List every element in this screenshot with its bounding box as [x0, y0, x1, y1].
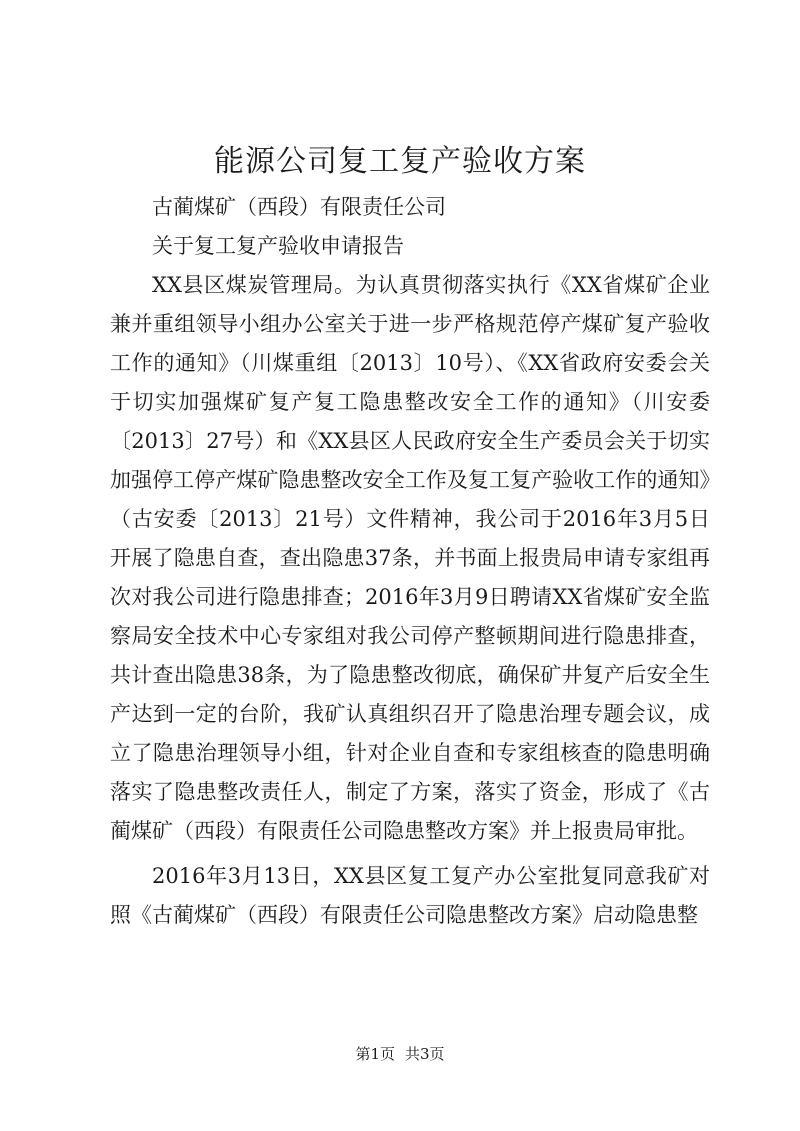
company-name-line: 古蔺煤矿（西段）有限责任公司	[152, 195, 446, 219]
document-title: 能源公司复工复产验收方案	[214, 144, 586, 179]
body-paragraph: XX县区煤炭管理局。为认真贯彻落实执行《XX省煤矿企业兼并重组领导小组办公室关于进一步严格规范停产煤矿复产验收工作的通知》（川煤重组〔2013〕10号）、《XX省政府安委会关于切实加强煤矿复产复工隐患整改安全工作的通知》（川安委〔2013〕27号）和《XX县区人民政府安全生产委员会关于切实加强停工停产煤矿隐患整改安全工作及复工复产验收工作的通知》（古安委〔2013〕21号）文件精神，我公司于2016年3月5日开展了隐患自查，查出隐患37条，并书面上报贵局申请专家组再次对我公司进行隐患排查；2016年3月9日聘请XX省煤矿安全监察局安全技术中心专家组对我公司停产整顿期间进行隐患排查，共计查出隐患38条，为了隐患整改彻底，确保矿井复产后安全生产达到一定的台阶，我矿认真组织召开了隐患治理专题会议，成立了隐患治理领导小组，针对企业自查和专家组核查的隐患明确落实了隐患整改责任人，制定了方案，落实了资金，形成了《古蔺煤矿（西段）有限责任公司隐患整改方案》并上报贵局审批。	[110, 273, 710, 843]
body-paragraph: 2016年3月13日，XX县区复工复产办公室批复同意我矿对照《古蔺煤矿（西段）有限责任公司隐患整改方案》启动隐患整	[110, 864, 710, 927]
report-subject-line: 关于复工复产验收申请报告	[152, 234, 404, 258]
page-number: 第1页	[355, 1045, 395, 1063]
page-total: 共3页	[405, 1045, 445, 1063]
document-body	[110, 188, 710, 935]
page-footer	[0, 1044, 800, 1064]
